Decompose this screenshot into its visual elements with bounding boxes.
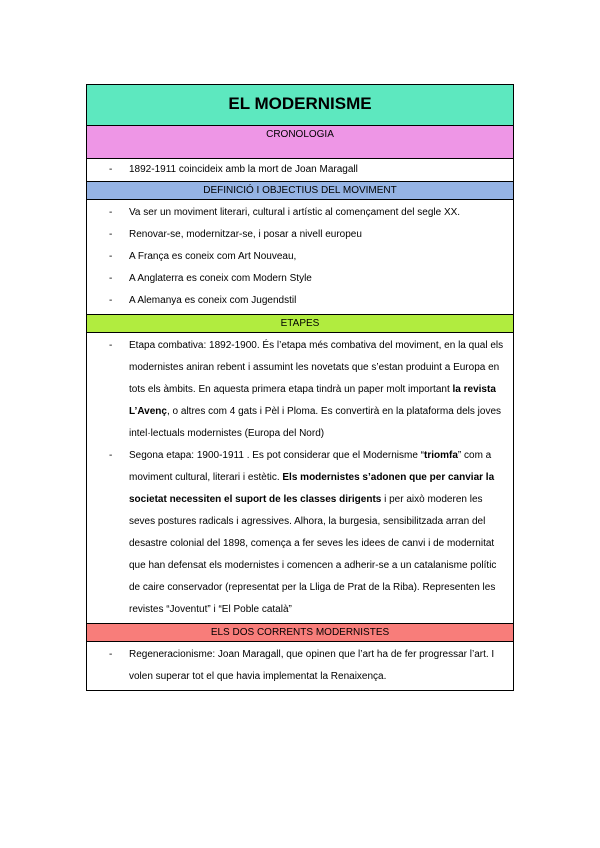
list-item-text: A França es coneix com Art Nouveau, [129, 251, 297, 262]
title-band [87, 85, 513, 126]
list-item-text: A Anglaterra es coneix com Modern Style [129, 273, 312, 284]
bullet-dash: - [109, 164, 113, 175]
bullet-dash: - [109, 450, 113, 461]
list-item-text: 1892-1911 coincideix amb la mort de Joan Maragall [129, 164, 358, 175]
list-item [109, 202, 505, 224]
list-item-text: i per això moderen les seves postures radicals i agressives. Alhora, la burgesia, sensibilitzada arran del desastre colonial del 1898, comença a fer seves les idees de canvi i de modernitat que han defensat els modernistes i comencen a adherir-se a un catalanisme polític de caire conservador (representat per la Lliga de Prat de la Riba). Representen les revistes “Joventut” i “El Poble català” [129, 494, 497, 615]
list-item-text: Va ser un moviment literari, cultural i artístic al començament del segle XX. [129, 207, 461, 218]
list-item-bold-text: Els modernistes s’adonen que per canviar la societat necessiten el suport de les classes dirigents [129, 472, 495, 505]
document-table [86, 84, 514, 691]
definicio-band [87, 182, 513, 200]
list-item-bold-text: triomfa [424, 450, 458, 461]
list-item [109, 246, 505, 268]
list-item-text: Segona etapa: 1900-1911 . Es pot considerar que el Modernisme “ [129, 450, 424, 461]
list-item [109, 290, 505, 312]
corrents-heading: ELS DOS CORRENTS MODERNISTES [210, 627, 390, 638]
cronologia-heading: CRONOLOGIA [266, 129, 334, 140]
corrents-band [87, 624, 513, 642]
list-item [109, 224, 505, 246]
list-item-text: Etapa combativa: 1892-1900. És l’etapa més combativa del moviment, en la qual els modernistes aniran rebent i assumint les novetats que s’estan produint a Europa en tots els àmbits. En aquesta primera etapa tindrà un paper molt important [129, 340, 504, 395]
bullet-dash: - [109, 340, 113, 351]
list-item-text: ” com a moviment cultural, literari i estètic. [129, 450, 492, 483]
bullet-dash: - [109, 251, 113, 262]
list-item-text: A Alemanya es coneix com Jugendstil [129, 295, 297, 306]
list-item-text: Renovar-se, modernitzar-se, i posar a nivell europeu [129, 229, 362, 240]
cronologia-content [87, 159, 513, 182]
list-item [109, 445, 505, 621]
list-item-text: Regeneracionisme: Joan Maragall, que opinen que l’art ha de fer progressar l’art. I volen superar tot el que havia implementat la Renaixença. [129, 649, 495, 682]
bullet-dash: - [109, 295, 113, 306]
list-item [109, 161, 505, 179]
etapes-heading: ETAPES [280, 318, 320, 329]
definicio-content [87, 200, 513, 315]
definicio-heading: DEFINICIÓ I OBJECTIUS DEL MOVIMENT [203, 185, 397, 196]
list-item [109, 335, 505, 445]
list-item-bold-text: la revista L’Avenç [129, 384, 496, 417]
corrents-content [87, 642, 513, 690]
etapes-band [87, 315, 513, 333]
bullet-dash: - [109, 207, 113, 218]
document-title: EL MODERNISME [228, 94, 372, 113]
cronologia-band [87, 126, 513, 159]
bullet-dash: - [109, 649, 113, 660]
bullet-dash: - [109, 273, 113, 284]
list-item [109, 268, 505, 290]
bullet-dash: - [109, 229, 113, 240]
etapes-content [87, 333, 513, 624]
list-item [109, 644, 505, 688]
list-item-text: , o altres com 4 gats i Pèl i Ploma. Es convertirà en la plataforma dels joves intel·lectuals modernistes (Europa del Nord) [129, 406, 502, 439]
